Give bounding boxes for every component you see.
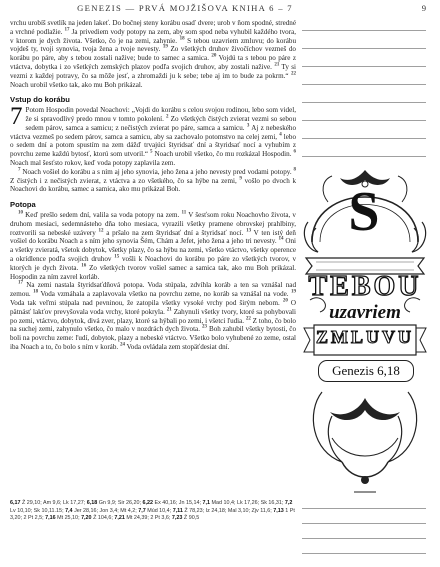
chapter-opening-paragraph: 7 Potom Hospodin povedal Noachovi: „Vojdi do korábu s celou svojou rodinou, lebo som videl, že si spravodlivý predo mnou v tomto pokolení. $^2$ Zo všetkých čistých zvierat vezmi so sebou sedem párov, samca a samicu; z nečistých zvierat po páre, samca a samicu. $^3$ Aj z nebeského vtáctva vezmeš po sedem párov, samca a samicu, aby sa zachovalo potomstvo na celej zemi, $^4$ lebo o sedem dní a potom spustím na zem dážď trvajúci štyridsať dní a štyridsať nocí a vyhubím z povrchu zeme každú bytosť, ktorú som utvoril.“ $^5$ Noach urobil všetko, čo mu rozkázal Hospodin. $^6$ Noach mal šesťsto rokov, keď voda potopy zaplavila zem. xyxy=(10,103,297,167)
footnote: 6,22 Ex 40,16; Jn 15,14; xyxy=(142,500,203,506)
footnote: 7,13 1 Pt 3,20; 2 Pt 2,5; xyxy=(10,507,295,522)
journaling-line xyxy=(302,156,426,157)
journaling-line xyxy=(302,538,426,539)
footnote: 7,20 Ž 104,6; xyxy=(81,515,115,522)
journaling-line xyxy=(302,66,426,67)
journaling-line xyxy=(302,48,426,49)
section-heading-potopa: Potopa xyxy=(10,200,36,210)
verse-paragraph: vrchu urobíš svetlík na jeden lakeť. Do bočnej steny korábu osaď dvere; urob v ňom spodné, stredné a vrchné podlažie. $^{17}$ Ja privediem vody potopy na zem, aby som spod neba vyhubil každého tvora, v ktorom je dych života. Všetko, čo je na zemi, zahynie. $^{18}$ S tebou uzavriem zmluvu; do korábu vojdeš ty, tvoji synovia, tvoja žena a tvoje nevesty. $^{19}$ Zo všetkých druhov živočíchov vezmeš do korábu po páre, aby s tebou zostali nažive; bude to samec a samica. $^{20}$ Vojdú ta s tebou po páre z vtáctva, dobytka i zo všetkých zemských plazov podľa svojich druhov, aby zostali nažive. $^{21}$ Ty si vezmi z každej potravy, čo sa môže jesť, a zhromaždi ju k sebe; tebe aj im to bude za pokrm.“ $^{22}$ Noach urobil všetko tak, ako mu Boh prikázal. xyxy=(10,19,297,89)
footnote: 7,1 Mad 10,4; Lk 17,26; Sk 16,31; xyxy=(202,500,285,506)
section-heading-vstup: Vstup do korábu xyxy=(10,95,70,105)
scripture-text-column xyxy=(10,19,296,352)
journaling-line xyxy=(302,553,426,554)
big-letter: S xyxy=(348,181,380,243)
journaling-line xyxy=(302,102,426,103)
journaling-line xyxy=(302,30,426,31)
footnote: 7,7 Múd 10,4; xyxy=(138,507,173,514)
cross-reference-footnotes xyxy=(10,500,296,523)
running-title: GENEZIS — PRVÁ MOJŽIŠOVA KNIHA 6 – 7 xyxy=(77,3,293,13)
journaling-line xyxy=(302,523,426,524)
footnote: 6,18 Gn 9,9; Sir 26,20; xyxy=(86,500,143,506)
footnote: 6,17 Ž 29,10; Am 9,6; Lk 17,27; xyxy=(10,500,87,506)
journaling-line xyxy=(302,84,426,85)
verse-paragraph: $^{10}$ Keď prešlo sedem dní, valila sa voda potopy na zem. $^{11}$ V šesťsom roku Noachovho života, v druhom mesiaci, sedemnásteho dňa toho mesiaca, vyrazili všetky pramene obrovskej prahlbiny, roztvorili sa nebeské uzávery $^{12}$ a pršalo na zem štyridsať dní a štyridsať nocí. $^{13}$ V ten istý deň vošiel do korábu Noach a s ním jeho synovia Šém, Chám a Jefet, jeho žena a jeho tri nevesty. $^{14}$ Oni a všetky zvieratá, všetok dobytok, všetky plazy, čo sa hýbu na zemi, všetko vtáctvo, všetky operence a okrídlence podľa svojich druhov $^{15}$ vošli k Noachovi do korábu po páre zo všetkých tvorov, v ktorých je dych života. $^{16}$ Zo všetkých tvorov vošiel samec a samica tak, ako mu Boh prikázal. Hospodin za ním zavrel korláb. xyxy=(10,210,297,281)
journaling-line xyxy=(302,508,426,509)
page-number: 9 xyxy=(421,3,426,13)
verse-illustration xyxy=(302,162,428,502)
footnote: 7,23 Ž 90,5 xyxy=(171,515,200,522)
art-word-zmluvu: ZMLUVU xyxy=(316,327,414,347)
verse-paragraph: $^7$ Noach vošiel do korábu a s ním aj jeho synovia, jeho žena a jeho nevesty pred vodami potopy. $^8$ Z čistých i z nečistých zvierat, z vtáctva a zo všetkého, čo sa hýbe na zemi, $^9$ vošlo po dvoch k Noachovi do korábu, samec a samica, ako mu prikázal Boh. xyxy=(10,167,296,194)
verse-reference-label: Genezis 6,18 xyxy=(318,360,414,382)
footnote: 7,16 Mt 25,10; xyxy=(45,515,82,522)
footnote: 7,21 Mt 24,39; 2 Pt 3,6; xyxy=(114,515,172,522)
page-header xyxy=(10,3,430,17)
footnote: 7,2 Lv 10,10; Sk 10,11.15; xyxy=(10,500,293,514)
verse-paragraph: $^{17}$ Na zemi nastala štyridsaťdňová potopa. Voda stúpala, zdvíhla koráb a ten sa vznášal nad zemou. $^{18}$ Voda vzmáhala a zaplavovala všetko na povrchu zeme, no koráb sa vznášal na vode. $^{19}$ Voda tak veľmi stúpala nad pevninou, že zatopila všetky vysoké vrchy pod širým nebom. $^{20}$ O pätnásť lakťov prevyšovala voda vrchy, ktoré pokryla. $^{21}$ Zahynuli všetky tvory, ktoré sa pohybovali po zemi, vtáctvo, dobytok, divá zver, plazy, ktoré sa hýbali po zemi, i všetci ľudia. $^{22}$ Z toho, čo bolo na suchej zemi, zahynulo všetko, čo malo v nozdrách dych života. $^{23}$ Boh zahubil všetky bytosti, čo boli na povrchu zeme: ľudí, dobytok, plazy a nebeské vtáctvo. Všetko bolo vyhubené zo zeme, ostal iba Noach a to, čo bolo s ním v koráb. $^{24}$ Voda ovládala zem stopäťdesiat dní. xyxy=(10,280,296,351)
footnote: 7,11 Ž 78,23; Iz 24,18; Mal 3,10; Zjv 11,6; xyxy=(172,507,274,514)
chapter-dropcap: 7 xyxy=(10,103,23,131)
journaling-line xyxy=(302,120,426,121)
footnote: 7,4 Jer 28,16; Jon 3,4; Mt 4,2; xyxy=(65,507,139,514)
art-word-uzavriem: uzavriem xyxy=(329,302,401,323)
art-word-tebou: TEBOU xyxy=(308,271,422,302)
journaling-line xyxy=(302,138,426,139)
